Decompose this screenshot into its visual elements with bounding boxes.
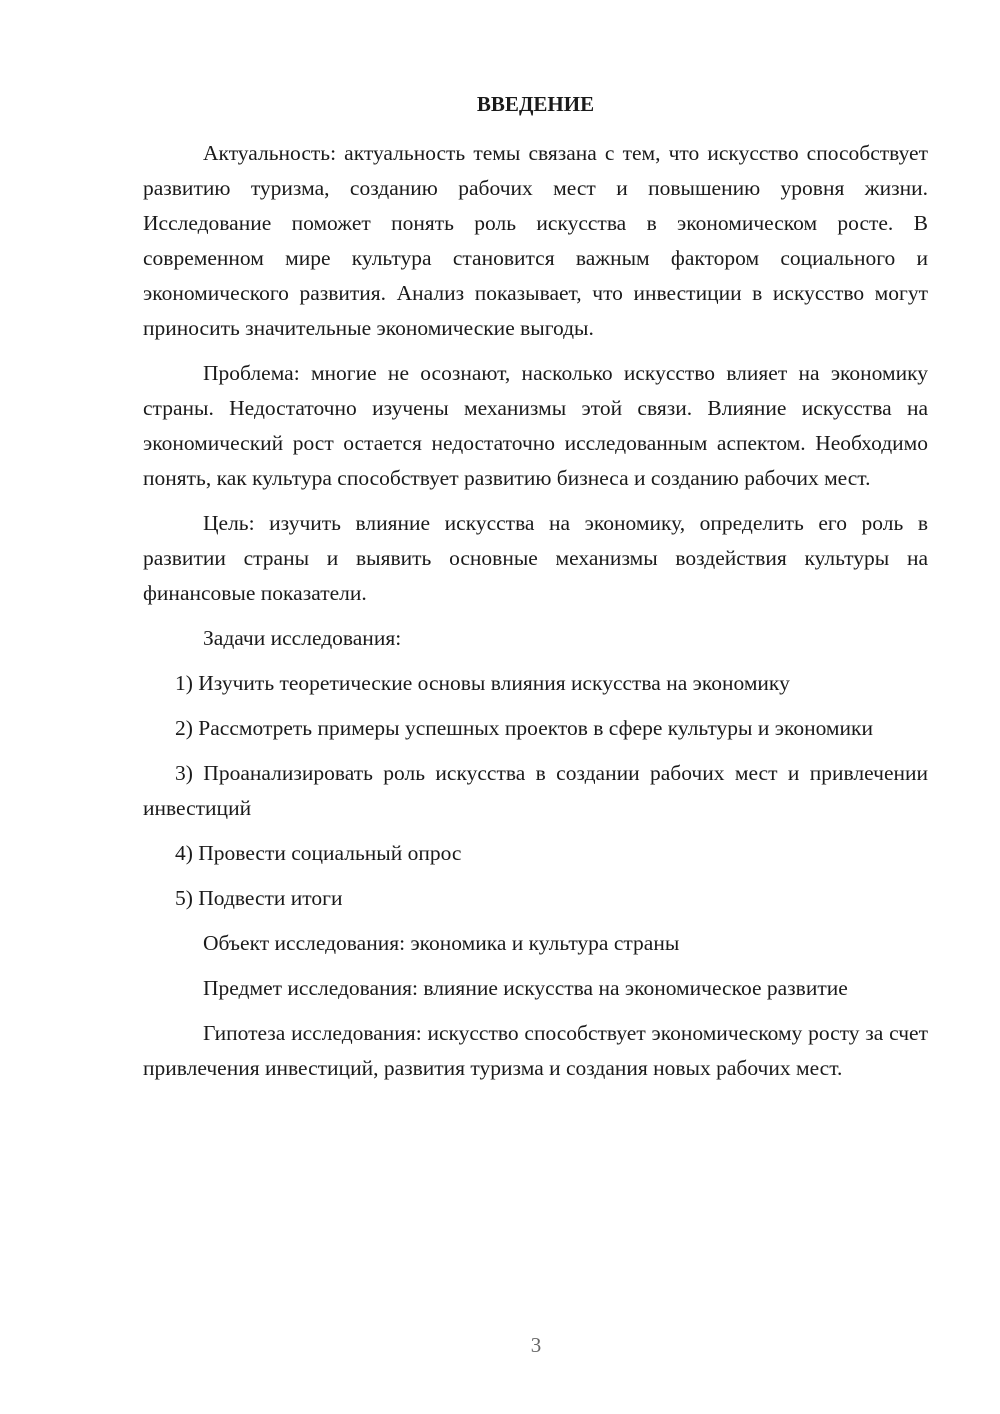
tasks-heading: Задачи исследования:: [203, 626, 402, 650]
page-title: ВВЕДЕНИЕ: [476, 92, 595, 116]
list-item: 3) Проанализировать роль искусства в создании рабочих мест и привлечении инвестиций: [143, 761, 928, 820]
list-item: 2) Рассмотреть примеры успешных проектов в сфере культуры и экономики: [175, 716, 873, 740]
relevance-paragraph: Актуальность: актуальность темы связана с тем, что искусство способствует развитию туризма, созданию рабочих мест и повышению уровня жизни. Исследование поможет понять роль искусства в экономическом росте. В современном мире культура становится важным фактором социального и экономического развития. Анализ показывает, что инвестиции в искусство могут приносить значительные экономические выгоды.: [143, 141, 928, 340]
problem-paragraph: Проблема: многие не осознают, насколько искусство влияет на экономику страны. Недостаточно изучены механизмы этой связи. Влияние искусства на экономический рост остается недостаточно исследованным аспектом. Необходимо понять, как культура способствует развитию бизнеса и созданию рабочих мест.: [143, 361, 928, 490]
tasks-list: [143, 666, 928, 916]
list-item: 4) Провести социальный опрос: [175, 841, 462, 865]
hypothesis-paragraph: Гипотеза исследования: искусство способствует экономическому росту за счет привлечения инвестиций, развития туризма и создания новых рабочих мест.: [143, 1021, 928, 1080]
subject-paragraph: Предмет исследования: влияние искусства на экономическое развитие: [203, 976, 848, 1000]
object-paragraph: Объект исследования: экономика и культура страны: [203, 931, 680, 955]
goal-paragraph: Цель: изучить влияние искусства на экономику, определить его роль в развитии страны и выявить основные механизмы воздействия культуры на финансовые показатели.: [143, 511, 928, 605]
list-item: 5) Подвести итоги: [175, 886, 343, 910]
list-item: 1) Изучить теоретические основы влияния искусства на экономику: [175, 671, 790, 695]
page-number: 3: [530, 1333, 542, 1357]
document-page: [143, 92, 928, 1096]
